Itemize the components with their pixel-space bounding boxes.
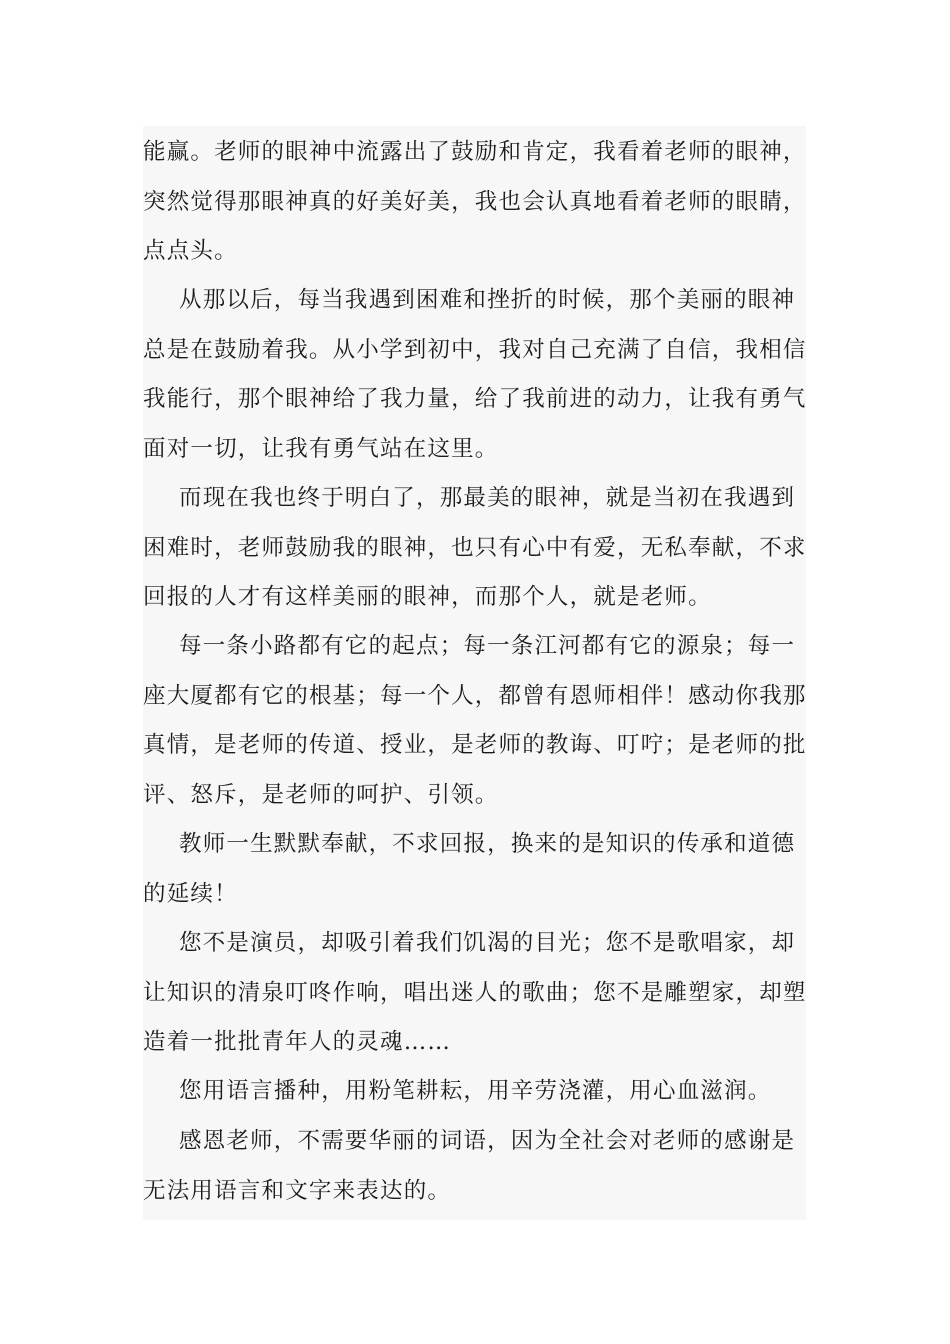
paragraph-7: 您用语言播种，用粉笔耕耘，用辛劳浇灌，用心血滋润。 xyxy=(179,1078,772,1104)
paragraph-5: 教师一生默默奉献，不求回报，换来的是知识的传承和道德的延续！ xyxy=(143,831,796,907)
paragraph-1: 能赢。老师的眼神中流露出了鼓励和肯定，我看着老师的眼神，突然觉得那眼神真的好美好美，我也会认真地看着老师的眼睛，点点头。 xyxy=(143,139,807,264)
paragraph-4: 每一条小路都有它的起点；每一条江河都有它的源泉；每一座大厦都有它的根基；每一个人，都曾有恩师相伴！感动你我那真情，是老师的传道、授业，是老师的教诲、叮咛；是老师的批评、怒斥，是老师的呵护、引领。 xyxy=(143,633,807,808)
paragraph-2: 从那以后，每当我遇到困难和挫折的时候，那个美丽的眼神总是在鼓励着我。从小学到初中，我对自己充满了自信，我相信我能行，那个眼神给了我力量，给了我前进的动力，让我有勇气面对一切，让我有勇气站在这里。 xyxy=(143,287,807,462)
paragraph-8: 感恩老师，不需要华丽的词语，因为全社会对老师的感谢是无法用语言和文字来表达的。 xyxy=(143,1128,796,1204)
paragraph-3: 而现在我也终于明白了，那最美的眼神，就是当初在我遇到困难时，老师鼓励我的眼神，也只有心中有爱，无私奉献，不求回报的人才有这样美丽的眼神，而那个人，就是老师。 xyxy=(143,485,807,610)
paragraph-6: 您不是演员，却吸引着我们饥渴的目光；您不是歌唱家，却让知识的清泉叮咚作响，唱出迷人的歌曲；您不是雕塑家，却塑造着一批批青年人的灵魂…… xyxy=(143,930,807,1055)
